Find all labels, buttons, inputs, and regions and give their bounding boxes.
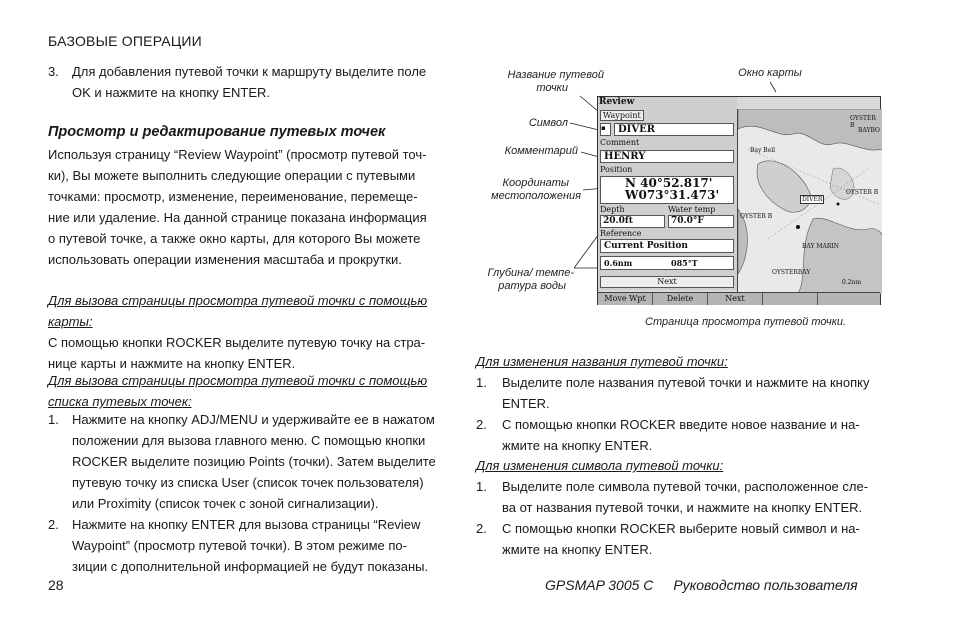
step-number: 1. [48,412,59,427]
step-number: 1. [476,479,487,494]
procedure-symbol [476,455,896,560]
step-number: 2. [476,521,487,536]
step-line: положении для вызова главного меню. С помощью кнопки [72,433,426,448]
step-line: путевую точку из списка User (список точек пользователя) [72,475,424,490]
procedure-title: Для вызова страницы просмотра путевой точки с помощью карты: [48,293,428,329]
tab-waypoint[interactable]: Waypoint [600,110,644,121]
depth-field: 20.0ft [600,215,665,228]
position-label: Position [600,165,633,174]
step-line: Выделите поле символа путевой точки, расположенное сле- [502,479,869,494]
step-number: 2. [48,517,59,532]
screen-title: Review [599,97,635,107]
step-line: ROCKER выделите позицию Points (точки). Затем выделите [72,454,436,469]
distance-bearing-field [600,256,734,270]
move-wpt-softkey[interactable]: Move Wpt [598,293,653,305]
callout-line: местоположения [491,190,581,202]
paragraph-line: ние или удаление. На данной странице показана информация [48,210,427,225]
map-label: Bay Bell [750,147,776,154]
callout-symbol: Символ [528,117,568,129]
symbol-step-1 [476,476,896,518]
map-label: OYSTER B [846,189,879,196]
callout-map-window: Окно карты [738,67,802,79]
waypoint-symbol-icon[interactable]: ▪ [600,123,611,136]
step-line: ва от названия путевой точки, и нажмите на кнопку ENTER. [502,500,863,515]
step-line: ENTER. [502,396,550,411]
reference-field[interactable]: Current Position [600,239,734,253]
footer-product [545,577,858,593]
page-number: 28 [48,577,64,593]
callout-line: точки [536,82,568,94]
step-line: OK и нажмите на кнопку ENTER. [72,85,270,100]
step-number: 1. [476,375,487,390]
comment-field[interactable]: HENRY [600,150,734,163]
water-temp-field: 70.0°F [668,215,734,228]
procedure-title: списка путевых точек: [48,394,192,409]
procedure-title: Для изменения названия путевой точки: [476,354,728,369]
step-number: 2. [476,417,487,432]
step-line: Нажмите на кнопку ENTER для вызова страницы “Review [72,517,421,532]
guide-title: Руководство пользователя [673,577,858,593]
review-waypoint-screenshot [597,96,881,305]
paragraph-line: Используя страницу “Review Waypoint” (просмотр путевой точ- [48,147,427,162]
procedure-title: Для изменения символа путевой точки: [476,458,724,473]
step-line: С помощью кнопки ROCKER введите новое название и на- [502,417,860,432]
map-label-waypoint[interactable]: DIVER [802,196,823,203]
empty-softkey[interactable] [818,293,880,305]
next-softkey[interactable]: Next [708,293,763,305]
product-name: GPSMAP 3005 C [545,577,654,593]
procedure-title: Для вызова страницы просмотра путевой точки с помощью [48,373,428,388]
distance-value: 0.6nm [604,258,633,268]
step-line: Waypoint” (просмотр путевой точки). В этом режиме по- [72,538,407,553]
map-label: BAYBO [858,127,880,134]
depth-label: Depth [600,205,625,214]
rename-step-2 [476,414,896,456]
paragraph-line: ки), Вы можете выполнить следующие операции с путевыми [48,168,416,183]
paragraph-line: о путевой точке, а также окно карты, для которого Вы можете [48,231,421,246]
paragraph-line: использовать операции изменения масштаба и прокрутки. [48,252,402,267]
map-label: OYSTER B [850,115,876,129]
section-header: БАЗОВЫЕ ОПЕРАЦИИ [48,33,202,49]
step-line: жмите на кнопку ENTER. [502,542,653,557]
map-scale: 0.2nm [842,279,862,286]
procedure-rename [476,351,896,456]
step-line: жмите на кнопку ENTER. [502,438,653,453]
softkey-bar [598,292,880,305]
water-temp-label: Water temp [668,205,716,214]
map-label: BAY MARIN [802,243,839,250]
comment-label: Comment [600,138,640,147]
procedure-line: нице карты и нажмите на кнопку ENTER. [48,356,296,371]
paragraph-line: точками: просмотр, изменение, переименование, перемеще- [48,189,418,204]
step-line: Выделите поле названия путевой точки и нажмите на кнопку [502,375,870,390]
waypoint-info-panel [598,97,737,290]
empty-softkey[interactable] [763,293,818,305]
reference-label: Reference [600,229,642,238]
delete-softkey[interactable]: Delete [653,293,708,305]
rename-step-1 [476,372,896,414]
figure-caption: Страница просмотра путевой точки. [645,316,847,328]
latitude: N 40°52.817' [625,176,713,190]
symbol-step-2 [476,518,896,560]
callout-line: Координаты [502,177,569,189]
bearing-value: 085°T [671,258,698,268]
callout-line: ратура воды [498,280,566,292]
longitude: W073°31.473' [625,188,720,202]
callout-comment: Комментарий [504,145,578,157]
step-line: Для добавления путевой точки к маршруту выделите поле [72,64,427,79]
leader-line [770,82,776,92]
callout-line: Глубина/ темпе- [487,267,574,279]
step-line: С помощью кнопки ROCKER выберите новый символ и на- [502,521,860,536]
procedure-line: С помощью кнопки ROCKER выделите путевую точку на стра- [48,335,426,350]
map-label: OYSTERBAY [772,269,811,276]
step-line: или Proximity (список точек с зоной сигнализации). [72,496,379,511]
callout-line: Название путевой [507,69,604,81]
section-heading: Просмотр и редактирование путевых точек [48,124,386,140]
step-line: Нажмите на кнопку ADJ/MENU и удерживайте ее в нажатом [72,412,435,427]
step-number: 3. [48,64,59,79]
position-field[interactable] [600,176,734,204]
waypoint-name-field[interactable]: DIVER [614,123,734,136]
step-line: зиции с дополнительной информацией не будут показаны. [72,559,429,574]
next-button[interactable]: Next [600,276,734,288]
map-label: OYSTER B [740,213,773,220]
map-window[interactable] [737,109,882,294]
